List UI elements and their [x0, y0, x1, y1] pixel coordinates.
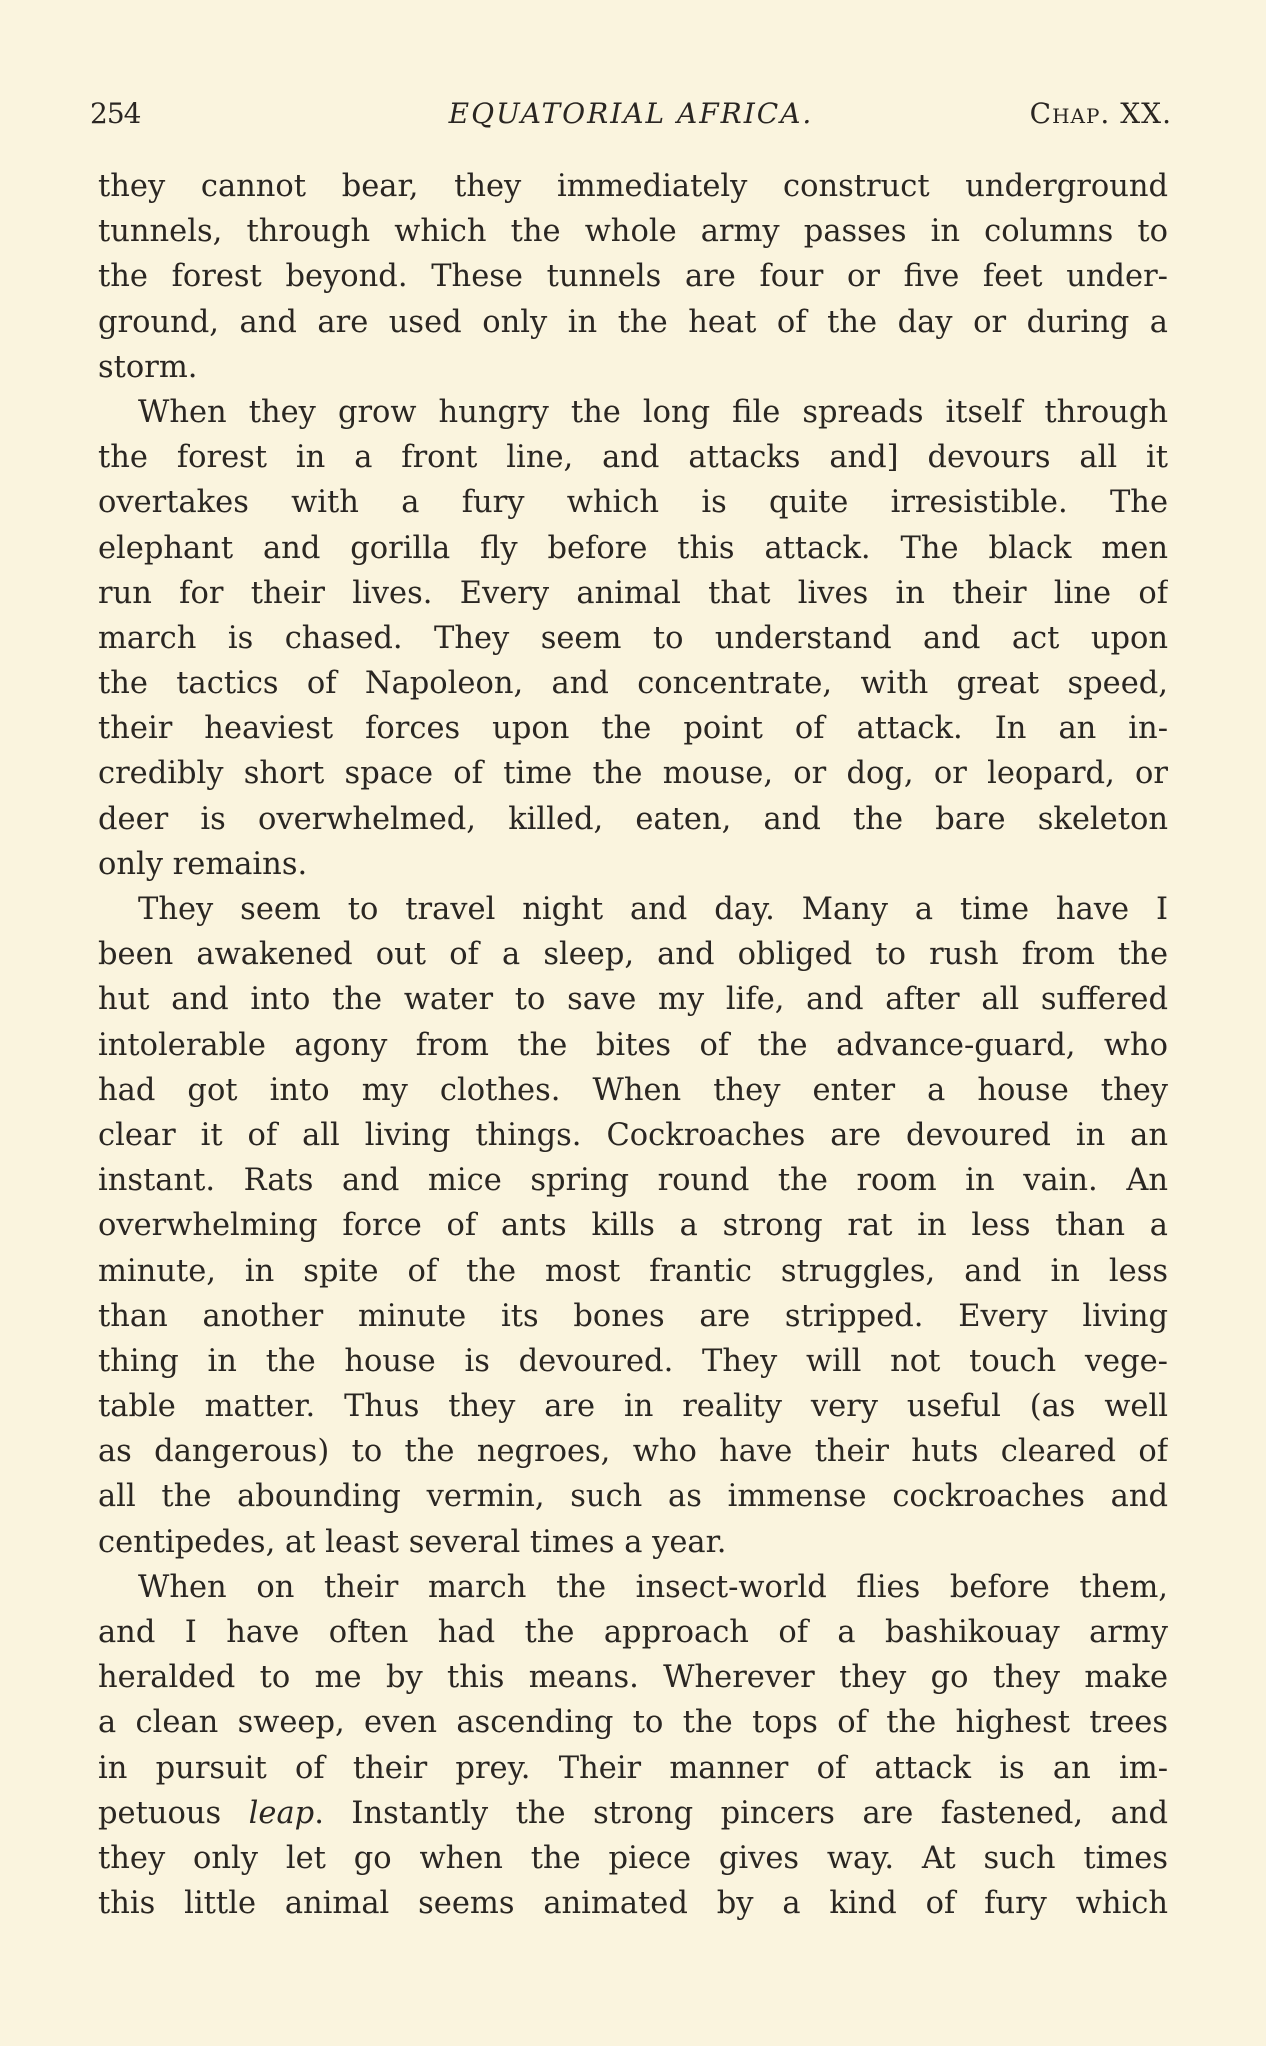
text-line: hut and into the water to save my life, and after all suffered	[98, 982, 1168, 1018]
text-line: overtakes with a fury which is quite irresistible. The	[98, 485, 1168, 521]
running-title: EQUATORIAL AFRICA.	[448, 97, 814, 130]
text-line: thing in the house is devoured. They will not touch vege-	[98, 1343, 1168, 1379]
chapter-label: Chap. XX.	[1029, 97, 1172, 130]
text-line: a clean sweep, even ascending to the tops of the highest trees	[98, 1705, 1168, 1741]
text-line: They seem to travel night and day. Many a time have I	[138, 892, 1168, 927]
body-text	[98, 164, 1168, 1926]
page-number: 254	[90, 97, 141, 130]
text-line: ground, and are used only in the heat of the day or during a	[98, 304, 1168, 340]
text-line: elephant and gorilla fly before this attack. The black men	[98, 530, 1168, 566]
text-line: When they grow hungry the long file spreads itself through	[138, 394, 1168, 430]
text-line: been awakened out of a sleep, and obliged to rush from the	[98, 937, 1168, 973]
text-line: overwhelming force of ants kills a strong rat in less than a	[98, 1208, 1168, 1244]
text-line: as dangerous) to the negroes, who have their huts cleared of	[98, 1434, 1168, 1470]
text-line: only remains.	[98, 846, 308, 882]
text-line: table matter. Thus they are in reality very useful (as well	[98, 1389, 1168, 1425]
text-line: the tactics of Napoleon, and concentrate, with great speed,	[98, 666, 1168, 702]
text-line: than another minute its bones are stripped. Every living	[98, 1298, 1168, 1334]
paragraph	[98, 390, 1168, 887]
text-line: march is chased. They seem to understand and act upon	[98, 620, 1168, 656]
text-line: their heaviest forces upon the point of attack. In an in-	[98, 711, 1168, 747]
text-line: petuous leap. Instantly the strong pincers are fastened, and	[98, 1795, 1168, 1831]
text-line: they cannot bear, they immediately construct underground	[98, 169, 1168, 204]
italic-word: leap	[248, 1795, 315, 1831]
text-line: heralded to me by this means. Wherever they go they make	[98, 1660, 1168, 1696]
text-line: this little animal seems animated by a kind of fury which	[98, 1886, 1168, 1922]
paragraph	[98, 887, 1168, 1565]
text-line: instant. Rats and mice spring round the room in vain. An	[98, 1163, 1168, 1199]
text-line: credibly short space of time the mouse, or dog, or leopard, or	[98, 756, 1168, 792]
text-line: in pursuit of their prey. Their manner of attack is an im-	[98, 1750, 1168, 1786]
text-line: had got into my clothes. When they enter a house they	[98, 1072, 1168, 1108]
text-line: run for their lives. Every animal that lives in their line of	[98, 575, 1168, 611]
text-line: tunnels, through which the whole army passes in columns to	[98, 214, 1168, 250]
text-line: deer is overwhelmed, killed, eaten, and the bare skeleton	[98, 801, 1168, 837]
paragraph	[98, 1565, 1168, 1927]
text-line: and I have often had the approach of a bashikouay army	[98, 1615, 1168, 1650]
text-line: the forest in a front line, and attacks and] devours all it	[98, 440, 1168, 476]
text-line: the forest beyond. These tunnels are four or five feet under-	[98, 259, 1168, 295]
text-line: centipedes, at least several times a year.	[98, 1524, 727, 1560]
text-line: minute, in spite of the most frantic struggles, and in less	[98, 1253, 1168, 1289]
text-line: all the abounding vermin, such as immense cockroaches and	[98, 1479, 1168, 1515]
text-line: intolerable agony from the bites of the advance-guard, who	[98, 1027, 1168, 1063]
paragraph	[98, 164, 1168, 390]
running-head	[90, 92, 1172, 136]
text-line: clear it of all living things. Cockroaches are devoured in an	[98, 1117, 1168, 1153]
text-line: they only let go when the piece gives way. At such times	[98, 1840, 1168, 1876]
text-line: When on their march the insect-world flies before them,	[138, 1569, 1168, 1605]
text-line: storm.	[98, 349, 198, 385]
